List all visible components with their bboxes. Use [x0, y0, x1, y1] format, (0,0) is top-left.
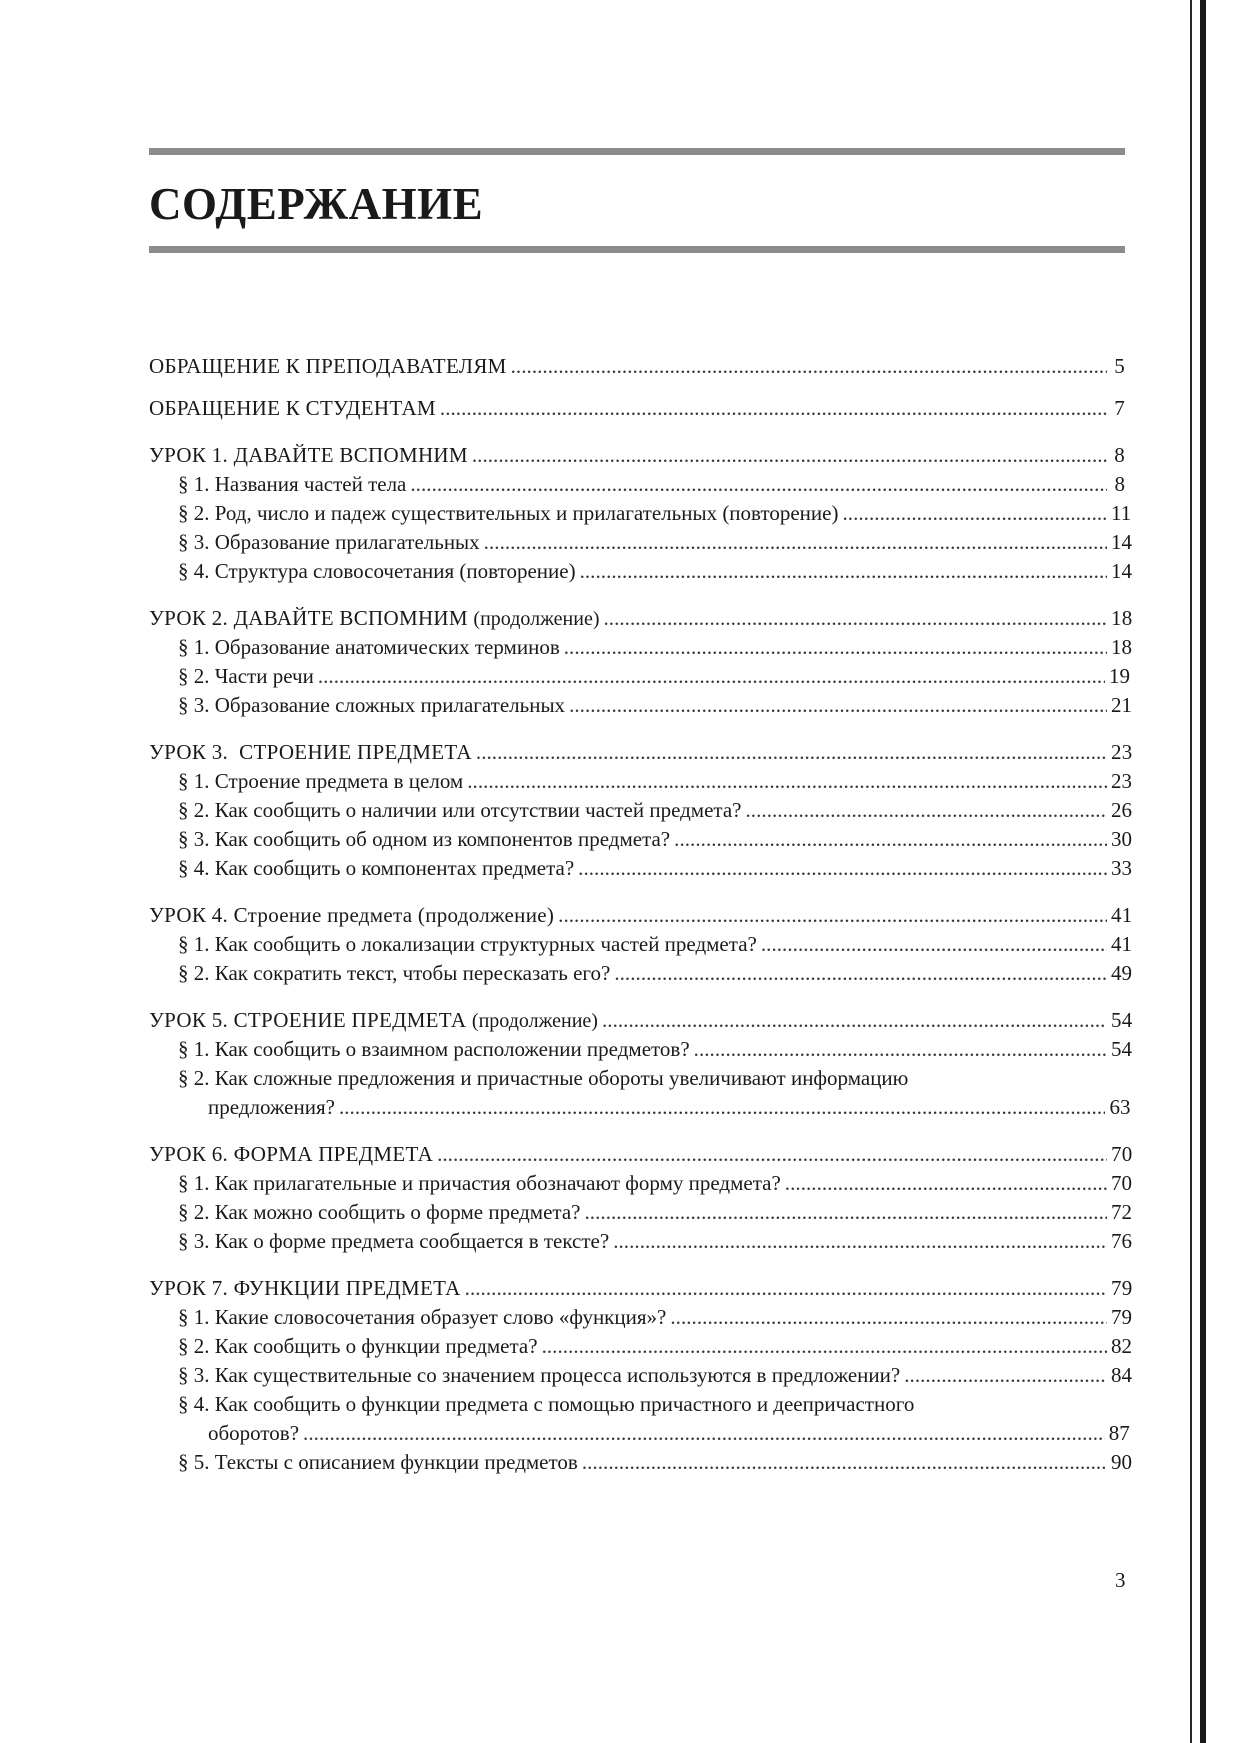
- toc-entry-page: 8: [1114, 443, 1125, 467]
- page-edge-thin: [1190, 0, 1192, 1743]
- toc-section[interactable]: [149, 854, 1132, 883]
- leader-dots: [761, 930, 1107, 959]
- toc-entry-page: 54: [1111, 1037, 1132, 1061]
- toc-entry-page: 49: [1111, 961, 1132, 985]
- toc-entry-label: § 5. Тексты с описанием функции предметов: [178, 1450, 578, 1474]
- leader-dots: [484, 528, 1107, 557]
- leader-dots: [410, 470, 1107, 499]
- leader-dots: [614, 959, 1107, 988]
- toc-section[interactable]: [149, 1035, 1132, 1064]
- toc-entry-page: 23: [1111, 740, 1133, 764]
- leader-dots: [467, 767, 1107, 796]
- leader-dots: [842, 499, 1107, 528]
- leader-dots: [580, 557, 1107, 586]
- page-title: СОДЕРЖАНИЕ: [149, 179, 484, 229]
- toc-entry-label: § 4. Как сообщить о функции предмета с помощью причастного и деепричастного: [178, 1392, 915, 1416]
- toc-entry-label: [149, 604, 599, 634]
- toc-entry-page: 63: [1109, 1095, 1131, 1119]
- toc-lesson[interactable]: [149, 1274, 1133, 1303]
- toc-entry-page: 7: [1114, 396, 1125, 420]
- leader-dots: [582, 1448, 1107, 1477]
- toc-entry-label: § 1. Строение предмета в целом: [178, 769, 464, 793]
- leader-dots: [670, 1303, 1107, 1332]
- leader-dots: [511, 352, 1107, 381]
- leader-dots: [613, 1227, 1107, 1256]
- toc-entry-label: § 2. Род, число и падеж существительных и прилагательных (повторение): [178, 501, 839, 525]
- toc-entry-page: 54: [1111, 1008, 1133, 1032]
- toc-entry-page: 8: [1114, 472, 1125, 496]
- toc-entry-label: § 3. Как о форме предмета сообщается в тексте?: [178, 1229, 610, 1253]
- toc-entry-page: 33: [1111, 856, 1132, 880]
- toc-section[interactable]: [149, 796, 1132, 825]
- toc-section[interactable]: [149, 470, 1125, 499]
- toc-entry-label: § 3. Образование сложных прилагательных: [178, 693, 566, 717]
- leader-dots: [694, 1035, 1107, 1064]
- toc-entry-label: § 4. Как сообщить о компонентах предмета?: [178, 856, 575, 880]
- leader-dots: [558, 901, 1107, 930]
- toc-entry-label: § 2. Как сократить текст, чтобы пересказать его?: [178, 961, 611, 985]
- page-number: 3: [1115, 1568, 1126, 1592]
- toc-entry-label: § 4. Структура словосочетания (повторение): [178, 559, 576, 583]
- toc-entry-label: § 1. Как прилагательные и причастия обозначают форму предмета?: [178, 1171, 781, 1195]
- toc-entry-label-main: УРОК 2. ДАВАЙТЕ ВСПОМНИМ: [149, 606, 468, 630]
- leader-dots: [674, 825, 1107, 854]
- toc-entry-label: § 1. Образование анатомических терминов: [178, 635, 560, 659]
- toc-entry-page: 76: [1111, 1229, 1132, 1253]
- leader-dots: [339, 1093, 1106, 1122]
- leader-dots: [569, 691, 1107, 720]
- toc-section[interactable]: [149, 1448, 1132, 1477]
- page-edge-thick: [1200, 0, 1206, 1743]
- toc-entry-label: УРОК 6. ФОРМА ПРЕДМЕТА: [149, 1142, 434, 1166]
- toc-entry[interactable]: [149, 352, 1125, 381]
- toc-entry-page: 18: [1111, 635, 1132, 659]
- toc-entry-page: 30: [1111, 827, 1132, 851]
- toc-entry-page: 84: [1111, 1363, 1132, 1387]
- toc-entry-label-suffix: (продолжение): [471, 1010, 598, 1032]
- toc-entry-label: УРОК 7. ФУНКЦИИ ПРЕДМЕТА: [149, 1276, 461, 1300]
- leader-dots: [746, 796, 1108, 825]
- leader-dots: [904, 1361, 1107, 1390]
- toc-lesson[interactable]: [149, 738, 1133, 767]
- leader-dots: [785, 1169, 1107, 1198]
- toc-section[interactable]: [149, 1198, 1132, 1227]
- toc-entry-page: 26: [1111, 798, 1132, 822]
- toc-entry-label: § 2. Как сложные предложения и причастные обороты увеличивают информацию: [178, 1066, 909, 1090]
- toc-section[interactable]: [149, 1064, 1125, 1093]
- toc-entry-page: 70: [1111, 1142, 1133, 1166]
- toc-entry-label: [149, 1006, 598, 1036]
- toc-entry-label-continuation: предложения?: [208, 1095, 335, 1119]
- toc-lesson[interactable]: [149, 604, 1133, 633]
- toc-entry-page: 72: [1111, 1200, 1132, 1224]
- toc-entry-page: 11: [1111, 501, 1132, 525]
- toc-entry-page: 14: [1111, 559, 1132, 583]
- toc-entry-label: УРОК 3. СТРОЕНИЕ ПРЕДМЕТА: [149, 740, 472, 764]
- toc-entry-label-main: УРОК 5. СТРОЕНИЕ ПРЕДМЕТА: [149, 1008, 467, 1032]
- leader-dots: [440, 394, 1107, 423]
- toc-section[interactable]: [149, 1303, 1132, 1332]
- toc-entry-label: § 2. Как сообщить о функции предмета?: [178, 1334, 538, 1358]
- toc-section-continuation[interactable]: [149, 1093, 1131, 1122]
- toc-entry-label: УРОК 4. Строение предмета (продолжение): [149, 903, 555, 927]
- title-rule-top: [149, 148, 1125, 155]
- toc-entry-label: § 1. Названия частей тела: [178, 472, 407, 496]
- toc-entry-label: § 3. Как существительные со значением процесса используются в предложении?: [178, 1363, 901, 1387]
- title-rule-bottom: [149, 246, 1125, 253]
- toc-entry[interactable]: [149, 394, 1125, 423]
- toc-section[interactable]: [149, 557, 1132, 586]
- leader-dots: [564, 633, 1107, 662]
- toc-entry-page: 5: [1114, 354, 1125, 378]
- toc-entry-label: § 1. Как сообщить о локализации структурных частей предмета?: [178, 932, 757, 956]
- toc-lesson[interactable]: [149, 901, 1133, 930]
- toc-entry-page: 19: [1109, 664, 1131, 688]
- leader-dots: [303, 1419, 1105, 1448]
- toc-entry-page: 18: [1111, 606, 1133, 630]
- toc-entry-page: 41: [1111, 903, 1133, 927]
- toc-entry-page: 23: [1111, 769, 1132, 793]
- toc-section[interactable]: [149, 959, 1132, 988]
- toc-section[interactable]: [149, 633, 1132, 662]
- toc-section[interactable]: [149, 825, 1132, 854]
- toc-section[interactable]: [149, 1390, 1125, 1419]
- leader-dots: [472, 441, 1107, 470]
- leader-dots: [437, 1140, 1107, 1169]
- toc-entry-page: 21: [1111, 693, 1132, 717]
- toc-entry-label: § 1. Какие словосочетания образует слово «функция»?: [178, 1305, 667, 1329]
- leader-dots: [578, 854, 1107, 883]
- toc-entry-label-suffix: (продолжение): [473, 608, 600, 630]
- toc-entry-label: УРОК 1. ДАВАЙТЕ ВСПОМНИМ: [149, 443, 468, 467]
- toc-entry-page: 90: [1111, 1450, 1132, 1474]
- toc-lesson[interactable]: [149, 1140, 1133, 1169]
- toc-entry-page: 87: [1108, 1421, 1130, 1445]
- toc-section[interactable]: [149, 691, 1132, 720]
- leader-dots: [476, 738, 1107, 767]
- toc-entry-page: 70: [1111, 1171, 1132, 1195]
- toc-section[interactable]: [149, 767, 1132, 796]
- leader-dots: [318, 662, 1105, 691]
- leader-dots: [602, 1006, 1107, 1035]
- toc-entry-label: § 3. Как сообщить об одном из компонентов предмета?: [178, 827, 671, 851]
- toc-entry-label: § 2. Как сообщить о наличии или отсутствии частей предмета?: [178, 798, 742, 822]
- toc-lesson[interactable]: [149, 1006, 1133, 1035]
- leader-dots: [585, 1198, 1108, 1227]
- toc-section-continuation[interactable]: [149, 1419, 1130, 1448]
- toc-entry-page: 79: [1111, 1305, 1132, 1329]
- toc-section[interactable]: [149, 1169, 1132, 1198]
- toc-entry-page: 82: [1111, 1334, 1132, 1358]
- toc-entry-label: § 3. Образование прилагательных: [178, 530, 480, 554]
- toc-section[interactable]: [149, 528, 1132, 557]
- toc-section[interactable]: [149, 662, 1131, 691]
- leader-dots: [542, 1332, 1107, 1361]
- toc-entry-page: 14: [1111, 530, 1132, 554]
- toc-entry-label: § 2. Как можно сообщить о форме предмета?: [178, 1200, 581, 1224]
- toc-entry-label: ОБРАЩЕНИЕ К ПРЕПОДАВАТЕЛЯМ: [149, 354, 507, 378]
- toc-section[interactable]: [149, 930, 1132, 959]
- toc-section[interactable]: [149, 499, 1132, 528]
- toc-entry-label: § 2. Части речи: [178, 664, 314, 688]
- leader-dots: [603, 604, 1107, 633]
- toc-section[interactable]: [149, 1227, 1132, 1256]
- toc-entry-page: 41: [1111, 932, 1132, 956]
- toc-entry-label: § 1. Как сообщить о взаимном расположении предметов?: [178, 1037, 690, 1061]
- toc-entry-page: 79: [1111, 1276, 1133, 1300]
- toc-section[interactable]: [149, 1332, 1132, 1361]
- toc-entry-label-continuation: оборотов?: [208, 1421, 300, 1445]
- table-of-contents: [149, 352, 1133, 1477]
- toc-section[interactable]: [149, 1361, 1132, 1390]
- toc-lesson[interactable]: [149, 441, 1125, 470]
- leader-dots: [465, 1274, 1107, 1303]
- toc-entry-label: ОБРАЩЕНИЕ К СТУДЕНТАМ: [149, 396, 436, 420]
